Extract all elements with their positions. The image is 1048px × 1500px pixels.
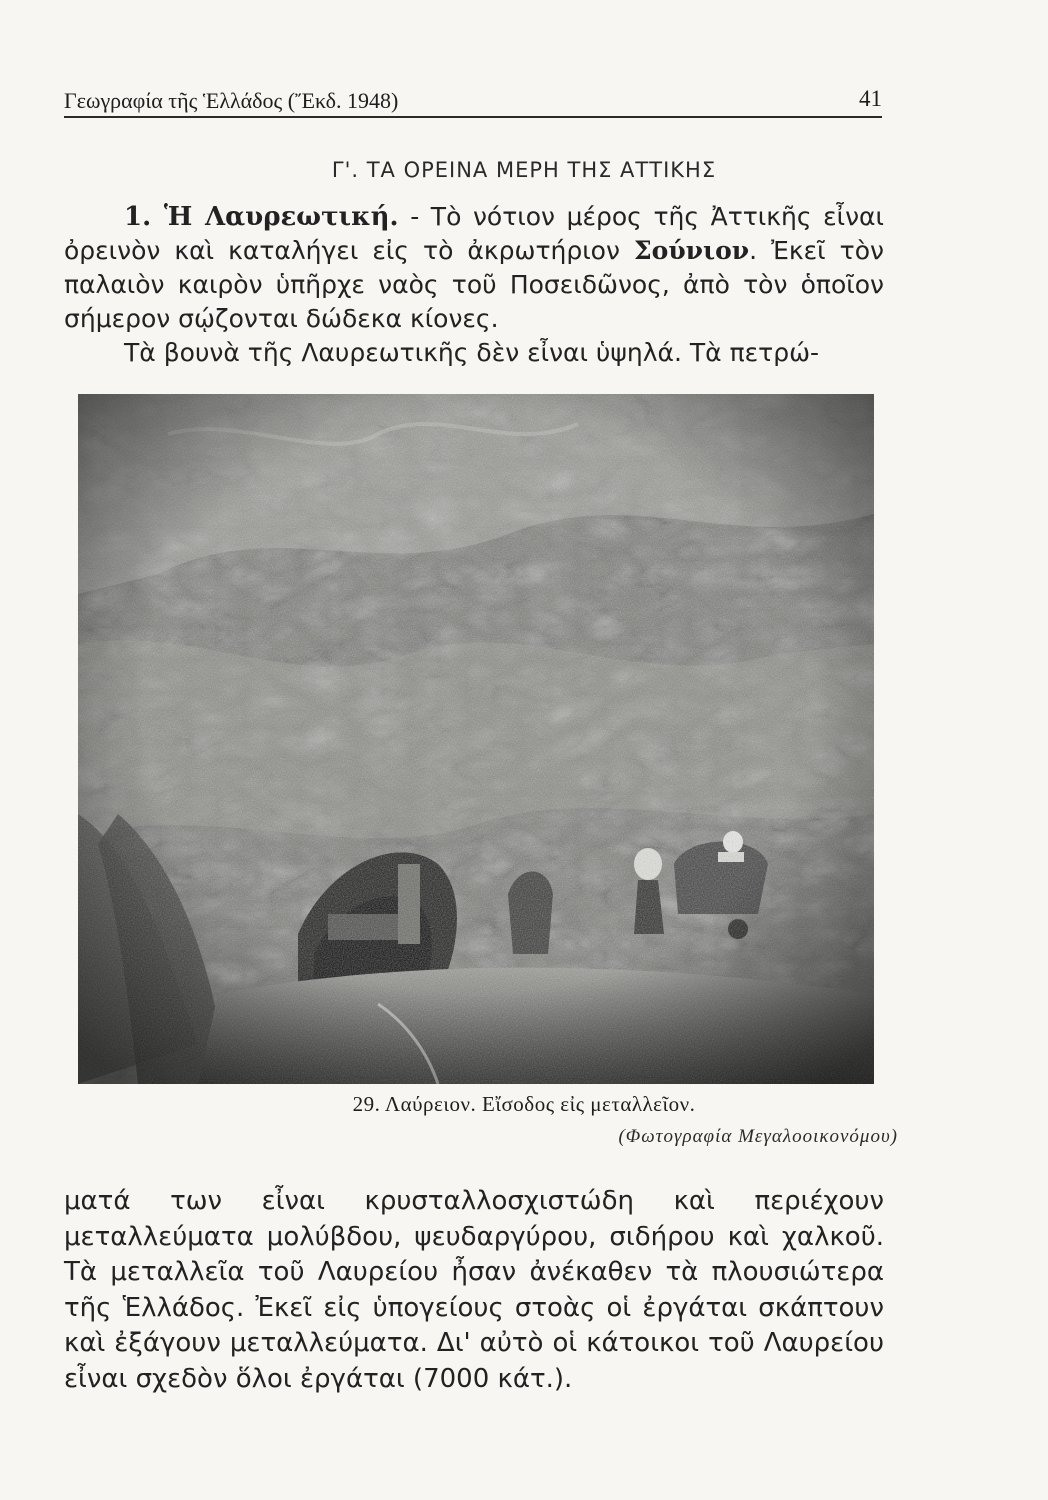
paragraph-1-text-b: . Ἐκεῖ τὸν παλαιὸν καιρὸν ὑπῆρχε ναὸς τοῦ Ποσειδῶνος, ἀπὸ τὸν ὁποῖον σήμερον σῴζονται δώδεκα κίονες. xyxy=(64,236,884,333)
running-title: Γεωγραφία τῆς Ἑλλάδος (Ἔκδ. 1948) xyxy=(64,88,399,113)
paragraph-1 xyxy=(64,200,884,336)
paragraph-1-text-a: - Τὸ νότιον μέρος τῆς Ἀττικῆς εἶναι ὀρεινὸν καὶ καταλήγει εἰς τὸ ἀκρωτήριον xyxy=(64,202,884,265)
top-text-block xyxy=(64,200,884,370)
running-header xyxy=(64,86,882,118)
place-name-sounion: Σούνιον xyxy=(633,236,750,265)
page-number: 41 xyxy=(859,86,882,111)
paragraph-3: ματά των εἶναι κρυσταλλοσχιστώδη καὶ περιέχουν μεταλλεύματα μολύβδου, ψευδαργύρου, σιδήρου καὶ χαλκοῦ. Τὰ μεταλλεῖα τοῦ Λαυρείου ἦσαν ἀνέκαθεν τὰ πλουσιώτερα τῆς Ἑλλάδος. Ἐκεῖ εἰς ὑπογείους στοὰς οἱ ἐργάται σκάπτουν καὶ ἐξάγουν μεταλλεύματα. Δι' αὐτὸ οἱ κάτοικοι τοῦ Λαυρείου εἶναι σχεδὸν ὅλοι ἐργάται (7000 κάτ.). xyxy=(64,1186,884,1394)
photo-illustration xyxy=(78,394,874,1084)
paragraph-lead: 1. Ἡ Λαυρεωτική. xyxy=(124,202,399,232)
bottom-text-block xyxy=(64,1184,884,1397)
figure-caption: 29. Λαύρειον. Εἴσοδος εἰς μεταλλεῖον. xyxy=(352,1092,696,1116)
section-heading: Γ'. ΤΑ ΟΡΕΙΝΑ ΜΕΡΗ ΤΗΣ ΑΤΤΙΚΗΣ xyxy=(331,158,717,182)
paragraph-2: Τὰ βουνὰ τῆς Λαυρεωτικῆς δὲν εἶναι ὑψηλά. Τὰ πετρώ- xyxy=(124,338,820,367)
mine-entrance-photo xyxy=(78,394,874,1084)
photo-credit: (Φωτογραφία Μεγαλοοικονόμου) xyxy=(618,1126,898,1147)
